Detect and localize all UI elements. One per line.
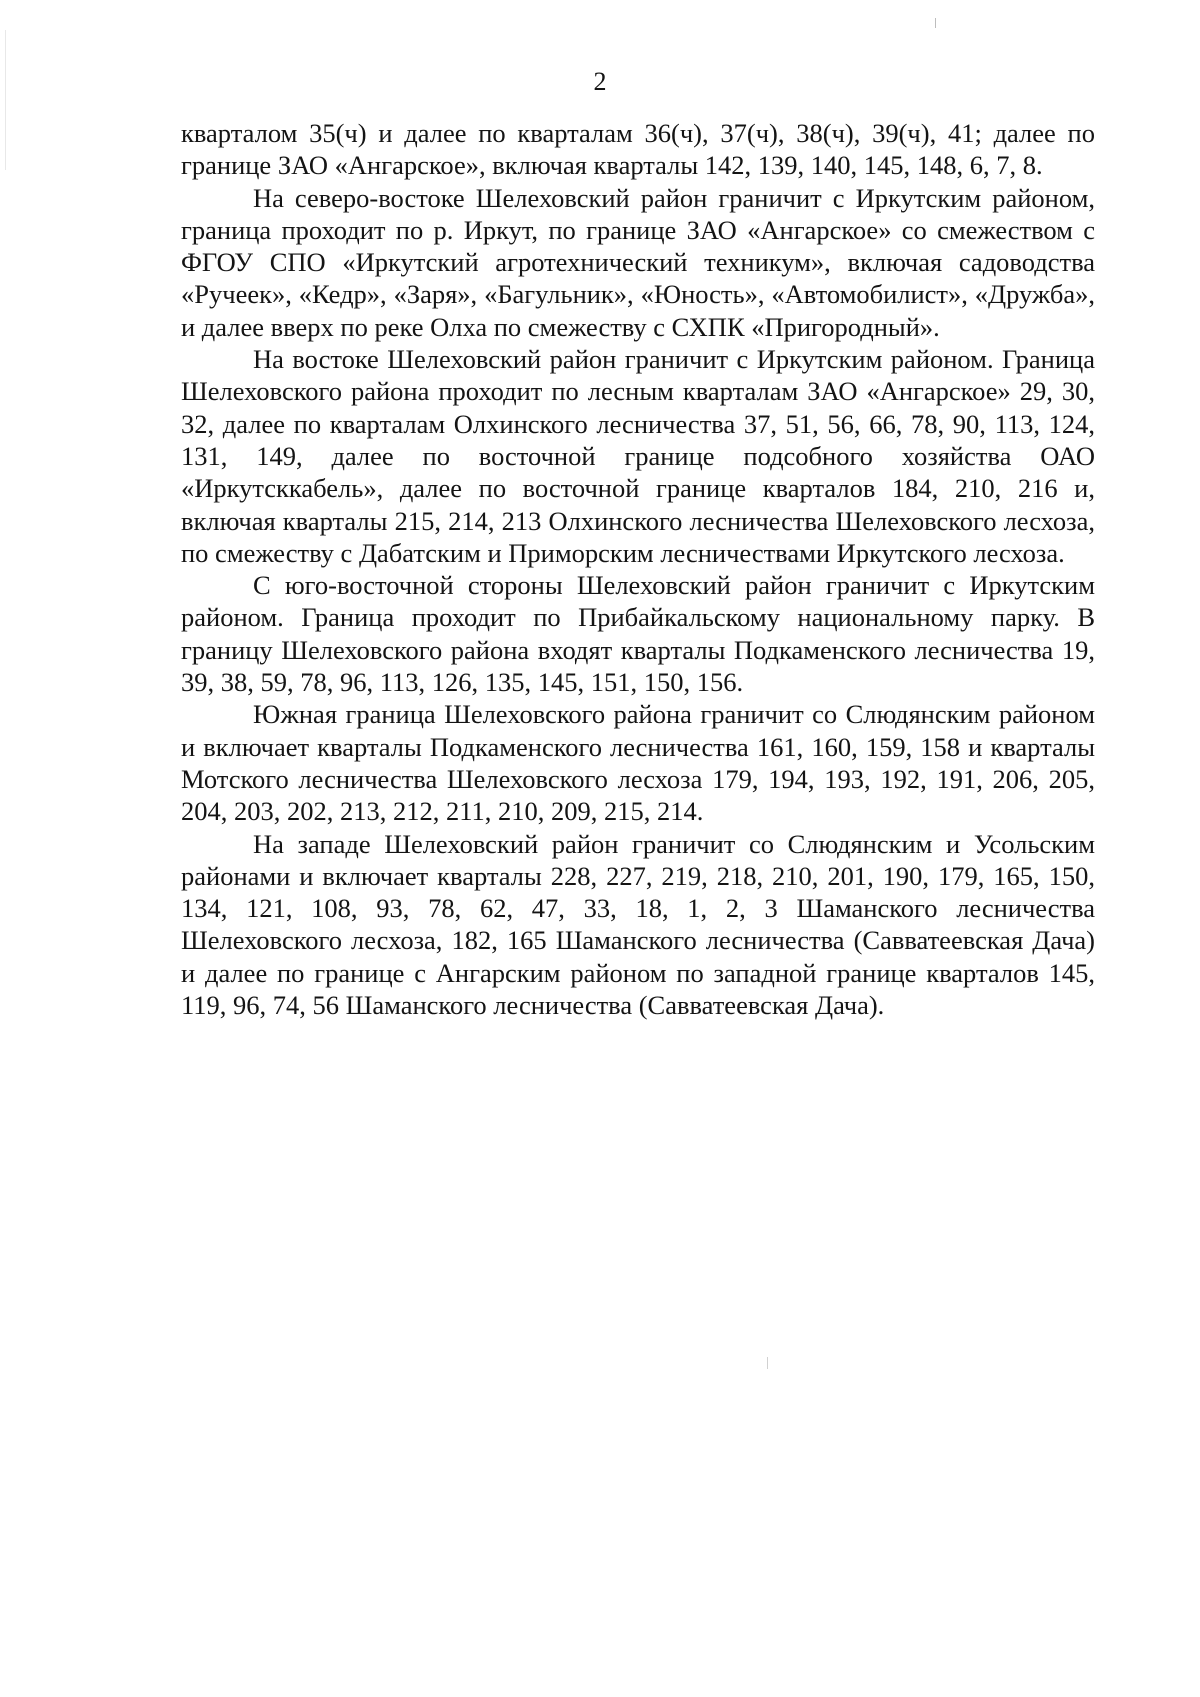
paragraph-east: На востоке Шелеховский район граничит с Иркутским районом. Граница Шелеховского района проходит по лесным кварталам ЗАО «Ангарское» 29, 30, 32, далее по кварталам Олхинского лесничества 37, 51, 56, 66, 78, 90, 113, 124, 131, 149, далее по восточной границе подсобного хозяйства ОАО «Иркутсккабель», далее по восточной границе кварталов 184, 210, 216 и, включая кварталы 215, 214, 213 Олхинского лесничества Шелеховского лесхоза, по смежеству с Дабатским и Приморским лесничествами Иркутского лесхоза. <box>181 344 1095 568</box>
paragraph-south: Южная граница Шелеховского района граничит со Слюдянским районом и включает кварталы Подкаменского лесничества 161, 160, 159, 158 и кварталы Мотского лесничества Шелеховского лесхоза 179, 194, 193, 192, 191, 206, 205, 204, 203, 202, 213, 212, 211, 210, 209, 215, 214. <box>181 699 1095 827</box>
scan-artifact-top-right <box>935 18 936 28</box>
paragraph-continuation: кварталом 35(ч) и далее по кварталам 36(ч), 37(ч), 38(ч), 39(ч), 41; далее по границе ЗАО «Ангарское», включая кварталы 142, 139, 140, 145, 148, 6, 7, 8. <box>181 118 1095 181</box>
paragraph-south-east: С юго-восточной стороны Шелеховский район граничит с Иркутским районом. Граница проходит по Прибайкальскому национальному парку. В границу Шелеховского района входят кварталы Подкаменского лесничества 19, 39, 38, 59, 78, 96, 113, 126, 135, 145, 151, 150, 156. <box>181 570 1095 698</box>
scan-artifact-right-middle <box>767 1357 768 1369</box>
paragraph-north-east: На северо-востоке Шелеховский район граничит с Иркутским районом, граница проходит по р. Иркут, по границе ЗАО «Ангарское» со смежеством с ФГОУ СПО «Иркутский агротехнический техникум», включая садоводства «Ручеек», «Кедр», «Заря», «Багульник», «Юность», «Автомобилист», «Дружба», и далее вверх по реке Олха по смежеству с СХПК «Пригородный». <box>181 182 1095 342</box>
paragraph-west: На западе Шелеховский район граничит со Слюдянским и Усольским районами и включает кварталы 228, 227, 219, 218, 210, 201, 190, 179, 165, 150, 134, 121, 108, 93, 78, 62, 47, 33, 18, 1, 2, 3 Шаманского лесничества Шелеховского лесхоза, 182, 165 Шаманского лесничества (Савватеевская Дача) и далее по границе с Ангарским районом по западной границе кварталов 145, 119, 96, 74, 56 Шаманского лесничества (Савватеевская Дача). <box>181 828 1095 1021</box>
document-body <box>181 117 1095 1021</box>
scan-artifact-left-edge <box>5 30 6 170</box>
page-number: 2 <box>593 67 607 96</box>
